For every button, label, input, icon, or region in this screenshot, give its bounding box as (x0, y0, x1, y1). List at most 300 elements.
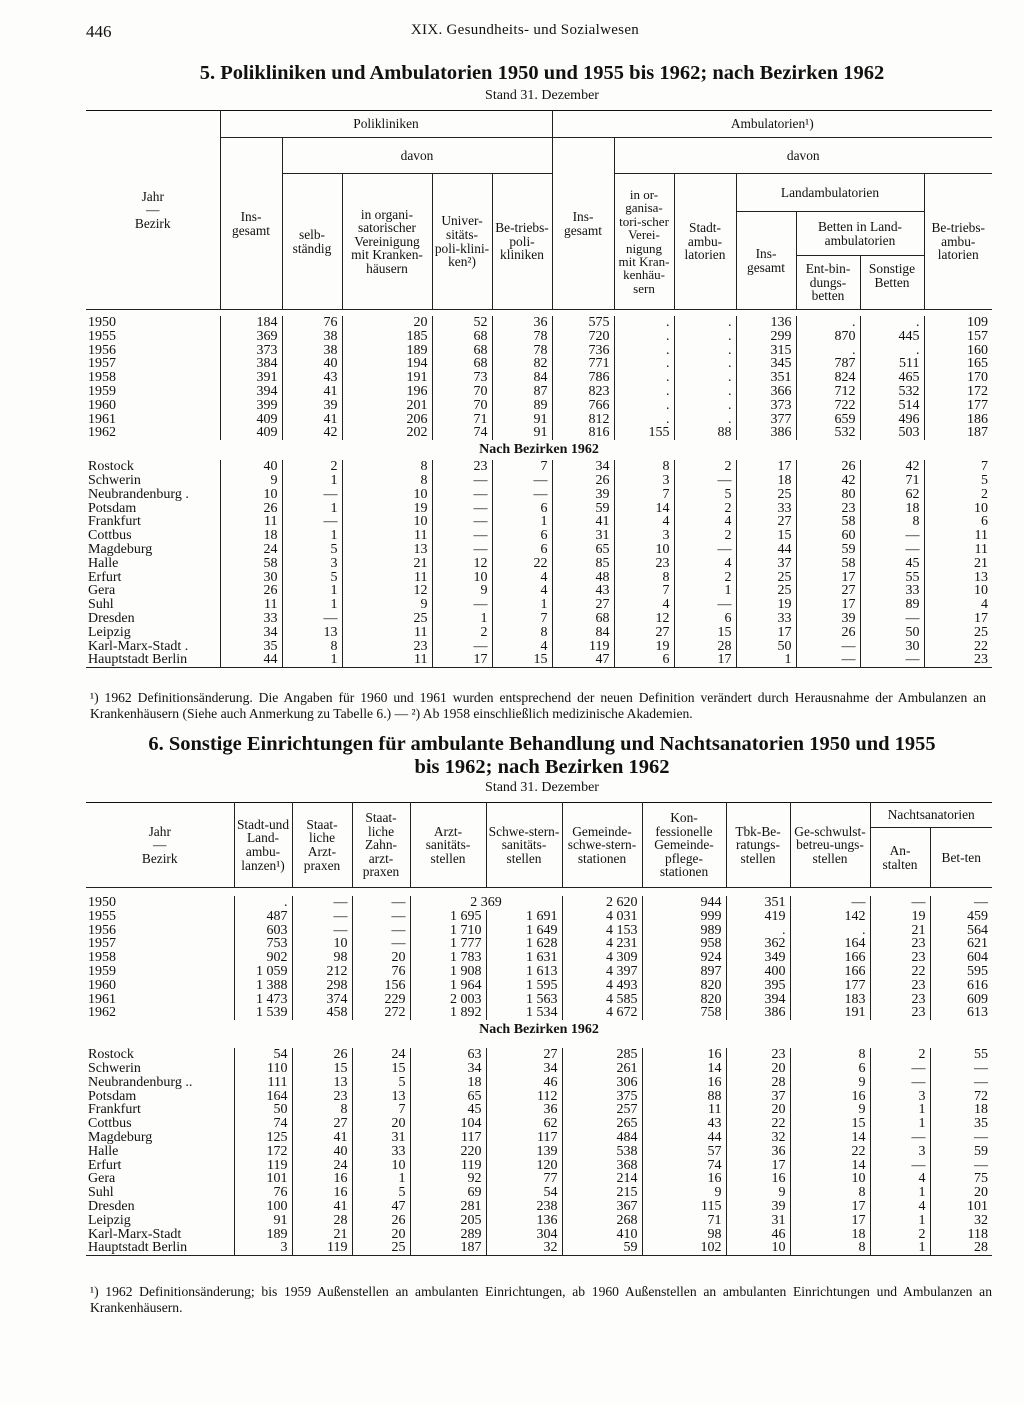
row-label-text: Suhl (88, 1185, 114, 1201)
table-cell: 27 (736, 515, 796, 529)
table-row (86, 557, 992, 571)
table-cell: 10 (790, 1172, 870, 1186)
table-cell: 24 (352, 1048, 410, 1062)
table-cell: 374 (292, 993, 352, 1007)
table-cell: 13 (352, 1090, 410, 1104)
row-label-text: 1959 (88, 963, 116, 979)
table-cell: 166 (790, 951, 870, 965)
table-cell: 35 (220, 640, 282, 654)
table-cell: 16 (642, 1076, 726, 1090)
table-cell: 10 (342, 515, 432, 529)
table-cell: 185 (342, 330, 432, 344)
row-label (86, 515, 220, 529)
table-cell: 257 (562, 1103, 642, 1117)
table-cell: 824 (796, 371, 860, 385)
table-cell: 1 691 (486, 910, 562, 924)
table-cell: — (870, 1131, 930, 1145)
row-label-text: 1950 (88, 315, 116, 330)
table-cell: 55 (860, 571, 924, 585)
table-cell: 136 (736, 316, 796, 330)
table-cell: 38 (282, 344, 342, 358)
table-cell: 23 (870, 1006, 930, 1020)
row-label-text: Magdeburg (88, 1129, 153, 1145)
table-cell: 62 (860, 488, 924, 502)
row-label-text: Hauptstadt Berlin (88, 652, 188, 668)
table-cell: 1 (870, 1214, 930, 1228)
table-cell: 238 (486, 1200, 562, 1214)
row-label (86, 1159, 234, 1173)
table-cell: 206 (342, 413, 432, 427)
table-cell: 18 (860, 502, 924, 516)
row-label-text: Rostock (88, 459, 134, 475)
table-row (86, 1048, 992, 1062)
table-row (86, 330, 992, 344)
table-cell: 10 (924, 502, 992, 516)
table-cell: 595 (930, 965, 992, 979)
table-cell: . (614, 413, 674, 427)
row-label (86, 1062, 234, 1076)
table-cell: 1 (282, 584, 342, 598)
table-cell: . (674, 385, 736, 399)
table-row (86, 488, 992, 502)
table-cell: 897 (642, 965, 726, 979)
table-cell: 736 (552, 344, 614, 358)
table-cell: 13 (924, 571, 992, 585)
table-cell: 4 153 (562, 924, 642, 938)
table6-years-body (86, 896, 992, 1020)
table-cell: 20 (342, 316, 432, 330)
table-row (86, 543, 992, 557)
table-cell: 1 (282, 502, 342, 516)
table-cell: 26 (796, 460, 860, 474)
table-cell: 3 (282, 557, 342, 571)
table-cell: 101 (930, 1200, 992, 1214)
table-cell: — (432, 529, 492, 543)
table-cell: 23 (924, 653, 992, 667)
stub-dash-6: — (153, 837, 167, 853)
table5-districts-body (86, 460, 992, 667)
table-cell: 84 (492, 371, 552, 385)
table-cell: 164 (790, 937, 870, 951)
table-cell: 989 (642, 924, 726, 938)
table-cell: 14 (790, 1159, 870, 1173)
table6-footnote: ¹) 1962 Definitionsänderung; bis 1959 Außenstellen an ambulanten Einrichtungen, ab 1960 Außenstellen an ambulanten Einrichtungen und Ambulanzen an Krankenhäusern. (90, 1284, 992, 1315)
page-number: 446 (86, 22, 112, 41)
table-row (86, 584, 992, 598)
betten-land-header: Betten in Land-ambulatorien (797, 212, 924, 256)
table-cell: 58 (796, 515, 860, 529)
table-cell: 21 (292, 1228, 352, 1242)
table-cell: 366 (736, 385, 796, 399)
table-cell: 17 (674, 653, 736, 667)
table-row (86, 413, 992, 427)
table-cell: 17 (726, 1159, 790, 1173)
table-cell: 1 (492, 598, 552, 612)
table-cell: 1 595 (486, 979, 562, 993)
running-header (86, 18, 964, 44)
table-cell: 369 (220, 330, 282, 344)
polikliniken-header: Polikliniken (220, 111, 552, 138)
table-cell: 496 (860, 413, 924, 427)
table-cell: 6 (924, 515, 992, 529)
table-cell: 214 (562, 1172, 642, 1186)
table-row (86, 626, 992, 640)
table-cell: 10 (924, 584, 992, 598)
table-cell: 41 (292, 1200, 352, 1214)
table-cell: 68 (432, 330, 492, 344)
table-cell: 10 (614, 543, 674, 557)
table-cell: 69 (410, 1186, 486, 1200)
table-cell: 999 (642, 910, 726, 924)
anstalten-header: An-stalten (870, 828, 930, 888)
row-label-text: 1962 (88, 425, 116, 441)
row-label-text: Cottbus (88, 1116, 132, 1132)
gemeinde-header: Gemeinde-schwe-stern-stationen (562, 803, 642, 888)
row-label-text: 1955 (88, 908, 116, 924)
table-row (86, 316, 992, 330)
table-cell: 194 (342, 357, 432, 371)
table-cell: — (674, 543, 736, 557)
row-label-text: Suhl (88, 597, 114, 613)
table-cell: 2 003 (410, 993, 486, 1007)
row-label (86, 979, 234, 993)
table-cell: 958 (642, 937, 726, 951)
table5-title: 5. Polikliniken und Ambulatorien 1950 und 1955 bis 1962; nach Bezirken 1962 (199, 62, 885, 84)
table-cell: 17 (736, 626, 796, 640)
table-cell: 4 (492, 584, 552, 598)
table-cell: — (870, 896, 930, 910)
table-cell: 21 (870, 924, 930, 938)
table-cell: 119 (552, 640, 614, 654)
amb-insgesamt-header: Ins-gesamt (552, 138, 614, 310)
table-cell: 6 (674, 612, 736, 626)
table-cell: 11 (924, 529, 992, 543)
table-cell: 42 (796, 474, 860, 488)
table-cell: 3 (614, 474, 674, 488)
table-row (86, 515, 992, 529)
table-cell: — (432, 598, 492, 612)
table-cell: 351 (736, 371, 796, 385)
table-cell: 8 (790, 1241, 870, 1255)
table-cell: 28 (292, 1214, 352, 1228)
table-cell: 43 (552, 584, 614, 598)
table-cell: 2 (674, 502, 736, 516)
table-cell: 4 (870, 1200, 930, 1214)
table-cell: 50 (860, 626, 924, 640)
table-cell: 23 (342, 640, 432, 654)
table-cell: 604 (930, 951, 992, 965)
table-cell: 712 (796, 385, 860, 399)
table-cell: 68 (432, 357, 492, 371)
table-cell: 11 (642, 1103, 726, 1117)
table-cell: 394 (220, 385, 282, 399)
table-cell: 8 (790, 1186, 870, 1200)
table-cell: 7 (492, 460, 552, 474)
table-cell: — (292, 896, 352, 910)
table-cell: 2 620 (562, 896, 642, 910)
table-cell: — (870, 1076, 930, 1090)
table-cell: 7 (352, 1103, 410, 1117)
table-cell: 23 (614, 557, 674, 571)
table-row (86, 598, 992, 612)
table-cell: 89 (860, 598, 924, 612)
stadtambulatorien-header: Stadt-ambu-latorien (674, 174, 736, 310)
table-cell: 6 (492, 529, 552, 543)
table6-subtitle: Stand 31. Dezember (485, 780, 599, 795)
table-cell: 268 (562, 1214, 642, 1228)
table-cell: 92 (410, 1172, 486, 1186)
table6-title-line1: 6. Sonstige Einrichtungen für ambulante Behandlung und Nachtsanatorien 1950 und 1955 (148, 733, 936, 755)
table-cell: 170 (924, 371, 992, 385)
table-cell: 189 (342, 344, 432, 358)
table5-years-body (86, 316, 992, 440)
table-cell: 39 (552, 488, 614, 502)
table-cell: 205 (410, 1214, 486, 1228)
table-cell: 11 (342, 529, 432, 543)
table-cell: 8 (492, 626, 552, 640)
table-cell: . (674, 399, 736, 413)
table-cell: 76 (282, 316, 342, 330)
schw-san-header: Schwe-stern-sanitäts-stellen (486, 803, 562, 888)
table-cell: 8 (282, 640, 342, 654)
row-label-text: Potsdam (88, 1088, 137, 1104)
table-row (86, 924, 992, 938)
table-cell: 74 (234, 1117, 292, 1131)
table-cell: 351 (726, 896, 790, 910)
table-cell: 722 (796, 399, 860, 413)
table-cell: 160 (924, 344, 992, 358)
table-cell: 5 (924, 474, 992, 488)
table-cell: 5 (352, 1186, 410, 1200)
table-cell: 32 (930, 1214, 992, 1228)
table-cell: — (674, 474, 736, 488)
table-cell: 5 (282, 571, 342, 585)
table-cell: 32 (726, 1131, 790, 1145)
table-cell: 26 (220, 502, 282, 516)
row-label (86, 1186, 234, 1200)
table-cell: 367 (562, 1200, 642, 1214)
row-label (86, 1214, 234, 1228)
row-label (86, 385, 220, 399)
table-cell: 17 (790, 1200, 870, 1214)
table-cell: — (352, 896, 410, 910)
table-cell: 944 (642, 896, 726, 910)
table-cell: 19 (342, 502, 432, 516)
table-cell: 20 (352, 1228, 410, 1242)
table-cell: 1 964 (410, 979, 486, 993)
table-row (86, 1062, 992, 1076)
table-cell: 84 (552, 626, 614, 640)
table-cell: 8 (790, 1048, 870, 1062)
table-cell: 18 (220, 529, 282, 543)
table-cell: 187 (410, 1241, 486, 1255)
table-cell: 40 (292, 1145, 352, 1159)
table-cell: 304 (486, 1228, 562, 1242)
arzt-san-header: Arzt-sanitäts-stellen (410, 803, 486, 888)
table-cell: 19 (736, 598, 796, 612)
table-cell: 4 031 (562, 910, 642, 924)
row-label-text: 1960 (88, 977, 116, 993)
universitaet-header: Univer-sitäts-poli-klini-ken²) (432, 174, 492, 310)
table-cell: 1 710 (410, 924, 486, 938)
table-cell: 23 (726, 1048, 790, 1062)
table-cell: 27 (486, 1048, 562, 1062)
stadtland-header: Stadt-und Land-ambu-lanzen¹) (234, 803, 292, 888)
table-row (86, 1186, 992, 1200)
table-cell: 14 (790, 1131, 870, 1145)
stub-jahr: Jahr (141, 188, 164, 204)
table-cell: 88 (674, 426, 736, 440)
table-cell: 11 (342, 626, 432, 640)
table-cell: 1 (870, 1103, 930, 1117)
table-cell: 11 (220, 515, 282, 529)
table-cell: 31 (352, 1131, 410, 1145)
table-row (86, 426, 992, 440)
table-row (86, 612, 992, 626)
table-cell: 59 (930, 1145, 992, 1159)
table-cell: — (796, 653, 860, 667)
table-cell: 15 (674, 626, 736, 640)
table-cell: 50 (736, 640, 796, 654)
table-cell: 484 (562, 1131, 642, 1145)
table-cell: 409 (220, 413, 282, 427)
table-cell: . (790, 924, 870, 938)
table-cell: 816 (552, 426, 614, 440)
table-cell: 25 (736, 571, 796, 585)
table-cell: 2 (282, 460, 342, 474)
table-cell: 306 (562, 1076, 642, 1090)
table-cell: 189 (234, 1228, 292, 1242)
table-cell: 100 (234, 1200, 292, 1214)
table-cell: 823 (552, 385, 614, 399)
table-cell: 820 (642, 993, 726, 1007)
table-cell: 54 (234, 1048, 292, 1062)
table-cell: — (870, 1062, 930, 1076)
table-row (86, 399, 992, 413)
table-cell: 7 (924, 460, 992, 474)
table-cell: . (614, 385, 674, 399)
table-cell: . (234, 896, 292, 910)
table-cell: — (352, 910, 410, 924)
table-cell: 24 (220, 543, 282, 557)
table-cell: 47 (552, 653, 614, 667)
table-cell: 4 (492, 640, 552, 654)
row-label-text: 1958 (88, 370, 116, 386)
table-cell: . (674, 357, 736, 371)
table-cell: 1 (870, 1186, 930, 1200)
row-label (86, 1241, 234, 1255)
table-cell: 22 (726, 1117, 790, 1131)
landambulatorien-header: Landambulatorien (736, 174, 924, 212)
row-label (86, 993, 234, 1007)
table-cell: 34 (220, 626, 282, 640)
table-cell: 1 892 (410, 1006, 486, 1020)
row-label-text: Halle (88, 555, 119, 571)
row-label-text: 1958 (88, 950, 116, 966)
table-cell: 8 (342, 474, 432, 488)
table-cell: — (352, 937, 410, 951)
row-label (86, 1131, 234, 1145)
table-cell: 118 (930, 1228, 992, 1242)
row-label (86, 571, 220, 585)
table-cell: 345 (736, 357, 796, 371)
table-cell: 4 (614, 598, 674, 612)
table-cell: 12 (614, 612, 674, 626)
table-cell: 564 (930, 924, 992, 938)
table-cell: 24 (292, 1159, 352, 1173)
table-cell: 177 (924, 399, 992, 413)
table-cell: 63 (410, 1048, 486, 1062)
table-cell: 10 (352, 1159, 410, 1173)
table-cell: 399 (220, 399, 282, 413)
table-cell: 758 (642, 1006, 726, 1020)
table-cell: 289 (410, 1228, 486, 1242)
land-insgesamt-header: Ins-gesamt (736, 212, 796, 310)
table-cell: 68 (432, 344, 492, 358)
row-label-text: Karl-Marx-Stadt . (88, 638, 189, 654)
table-cell: 766 (552, 399, 614, 413)
row-label (86, 1172, 234, 1186)
stub-header-6 (86, 803, 234, 888)
table-cell: 5 (352, 1076, 410, 1090)
table-cell: 46 (726, 1228, 790, 1242)
table-cell: 4 309 (562, 951, 642, 965)
table-cell: 720 (552, 330, 614, 344)
table-cell: 155 (614, 426, 674, 440)
table-cell: 36 (726, 1145, 790, 1159)
table-cell: 11 (220, 598, 282, 612)
table-cell: 35 (930, 1117, 992, 1131)
table-cell: 33 (220, 612, 282, 626)
table-cell: 1 (432, 612, 492, 626)
table-cell: 12 (432, 557, 492, 571)
table-cell: 465 (860, 371, 924, 385)
row-label (86, 1200, 234, 1214)
table-cell: 110 (234, 1062, 292, 1076)
table-cell: 18 (410, 1076, 486, 1090)
row-label (86, 924, 234, 938)
table-cell: 89 (492, 399, 552, 413)
table-cell: 1 (282, 598, 342, 612)
row-label-text: Karl-Marx-Stadt (88, 1226, 182, 1242)
row-label (86, 937, 234, 951)
table-cell: 514 (860, 399, 924, 413)
table-cell: 9 (642, 1186, 726, 1200)
table-cell: 4 397 (562, 965, 642, 979)
table-row (86, 640, 992, 654)
table-cell: 272 (352, 1006, 410, 1020)
table-cell: 386 (736, 426, 796, 440)
table-cell: 23 (796, 502, 860, 516)
row-label-text: Erfurt (88, 1157, 122, 1173)
table-cell: 43 (642, 1117, 726, 1131)
table-row (86, 1145, 992, 1159)
table-cell: 10 (342, 488, 432, 502)
table-cell: 820 (642, 979, 726, 993)
table-cell: 18 (790, 1228, 870, 1242)
table-cell: 120 (486, 1159, 562, 1173)
table-cell: — (930, 1159, 992, 1173)
table-cell: 50 (234, 1103, 292, 1117)
table-cell: 3 (870, 1090, 930, 1104)
table-cell: 16 (726, 1172, 790, 1186)
table-cell: 375 (562, 1090, 642, 1104)
row-label (86, 626, 220, 640)
row-label-text: Gera (88, 1171, 116, 1187)
table-cell: — (282, 515, 342, 529)
table-cell: 15 (352, 1062, 410, 1076)
table-cell: . (674, 371, 736, 385)
